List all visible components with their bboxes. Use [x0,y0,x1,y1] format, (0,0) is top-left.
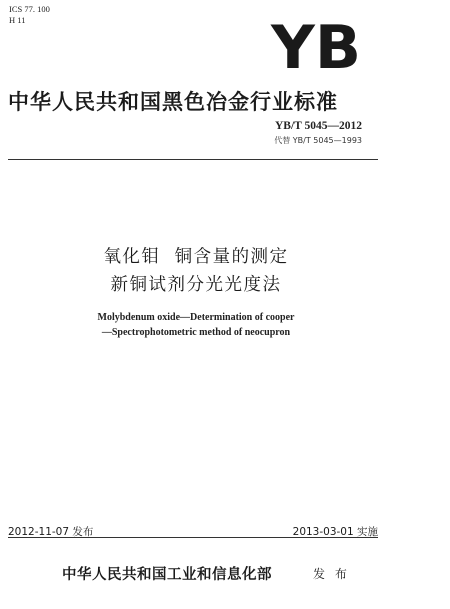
top-divider [8,159,378,160]
yb-logo-text: YB [270,22,361,72]
bottom-divider [8,537,378,538]
ics-code: ICS 77. 100 [9,4,50,14]
ics-classification [9,4,50,26]
replaces-standard: 代替 YB/T 5045—1993 [274,136,362,145]
english-title-line-2: —Spectrophotometric method of neocupron [101,327,291,338]
standard-number: YB/T 5045—2012 [274,120,362,132]
english-title-line-1: Molybdenum oxide—Determination of cooper [97,312,295,323]
issuing-authority: 中华人民共和国工业和信息化部 [62,567,272,583]
issue-action: 发 布 [313,567,350,581]
yb-logo [270,22,362,72]
ccs-code: H 11 [9,15,26,25]
chinese-title-line-1: 氧化钼 铜含量的测定 [103,247,289,267]
chinese-title-line-2: 新铜试剂分光光度法 [110,275,282,295]
issue-date: 2012-11-07 发布 [8,526,94,538]
org-title: 中华人民共和国黑色冶金行业标准 [8,90,338,114]
implementation-date: 2013-03-01 实施 [292,526,378,538]
